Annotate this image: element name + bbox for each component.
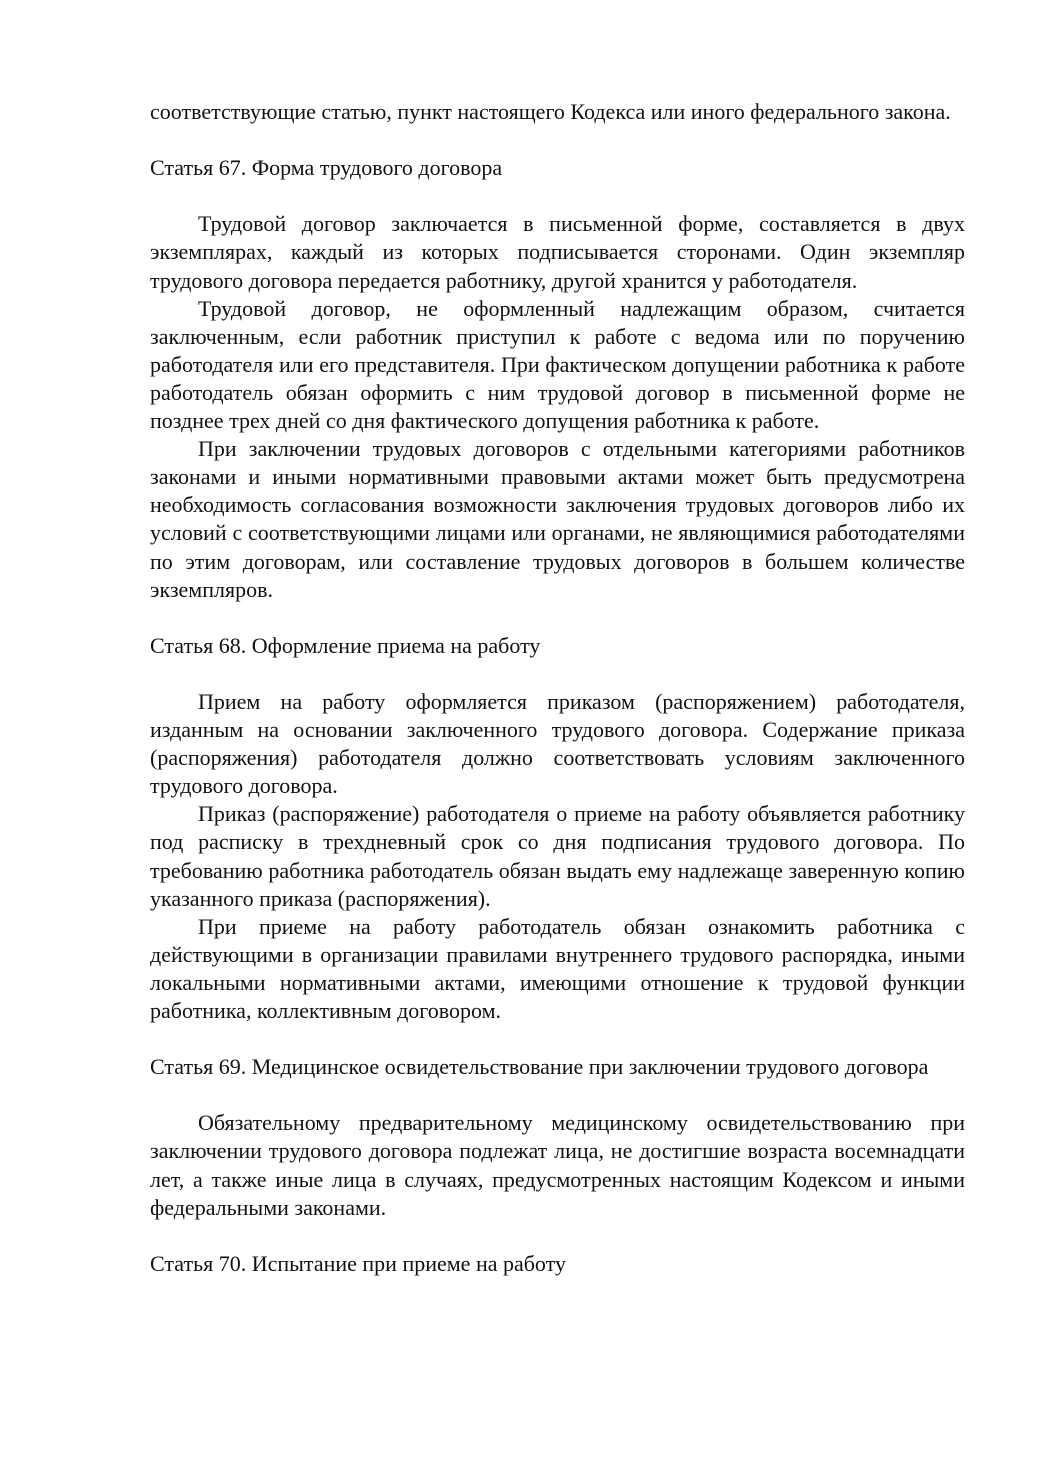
- article-69-paragraph-1: Обязательному предварительному медицинскому освидетельствованию при заключении трудового договора подлежат лица, не достигшие возраста восемнадцати лет, а также иные лица в случаях, предусмотренных настоящим Кодексом и иными федеральными законами.: [150, 1110, 965, 1220]
- article-69-heading: Статья 69. Медицинское освидетельствование при заключении трудового договора: [150, 1054, 929, 1080]
- spacer: [150, 182, 965, 210]
- article-70-heading: Статья 70. Испытание при приеме на работу: [150, 1250, 566, 1276]
- article-67-paragraph-3: При заключении трудовых договоров с отдельными категориями работников законами и иными нормативными правовыми актами может быть предусмотрена необходимость согласования возможности заключения трудовых договоров либо их условий с соответствующими лицами или органами, не являющимися работодателями по этим договорам, или составление трудовых договоров в большем количестве экземпляров.: [150, 436, 965, 602]
- article-68-heading: Статья 68. Оформление приема на работу: [150, 632, 541, 658]
- spacer: [150, 126, 965, 154]
- article-68-paragraph-2: Приказ (распоряжение) работодателя о приеме на работу объявляется работнику под расписку в трехдневный срок со дня подписания трудового договора. По требованию работника работодатель обязан выдать ему надлежаще заверенную копию указанного приказа (распоряжения).: [150, 801, 965, 911]
- document-page: [150, 98, 965, 1278]
- article-67-paragraph-1: Трудовой договор заключается в письменной форме, составляется в двух экземплярах, каждый из которых подписывается сторонами. Один экземпляр трудового договора передается работнику, другой хранится у работодателя.: [150, 211, 965, 293]
- spacer: [150, 604, 965, 632]
- spacer: [150, 1081, 965, 1109]
- article-68-paragraph-3: При приеме на работу работодатель обязан ознакомить работника с действующими в организации правилами внутреннего трудового распорядка, иными локальными нормативными актами, имеющими отношение к трудовой функции работника, коллективным договором.: [150, 913, 965, 1023]
- intro-continuation: соответствующие статью, пункт настоящего Кодекса или иного федерального закона.: [150, 99, 951, 124]
- spacer: [150, 1025, 965, 1053]
- article-68-paragraph-1: Прием на работу оформляется приказом (распоряжением) работодателя, изданным на основании заключенного трудового договора. Содержание приказа (распоряжения) работодателя должно соответствовать условиям заключенного трудового договора.: [150, 688, 965, 799]
- article-67-paragraph-2: Трудовой договор, не оформленный надлежащим образом, считается заключенным, если работник приступил к работе с ведома или по поручению работодателя или его представителя. При фактическом допущении работника к работе работодатель обязан оформить с ним трудовой договор в письменной форме не позднее трех дней со дня фактического допущения работника к работе.: [150, 295, 965, 434]
- article-67-heading: Статья 67. Форма трудового договора: [150, 155, 503, 181]
- spacer: [150, 1222, 965, 1250]
- spacer: [150, 660, 965, 688]
